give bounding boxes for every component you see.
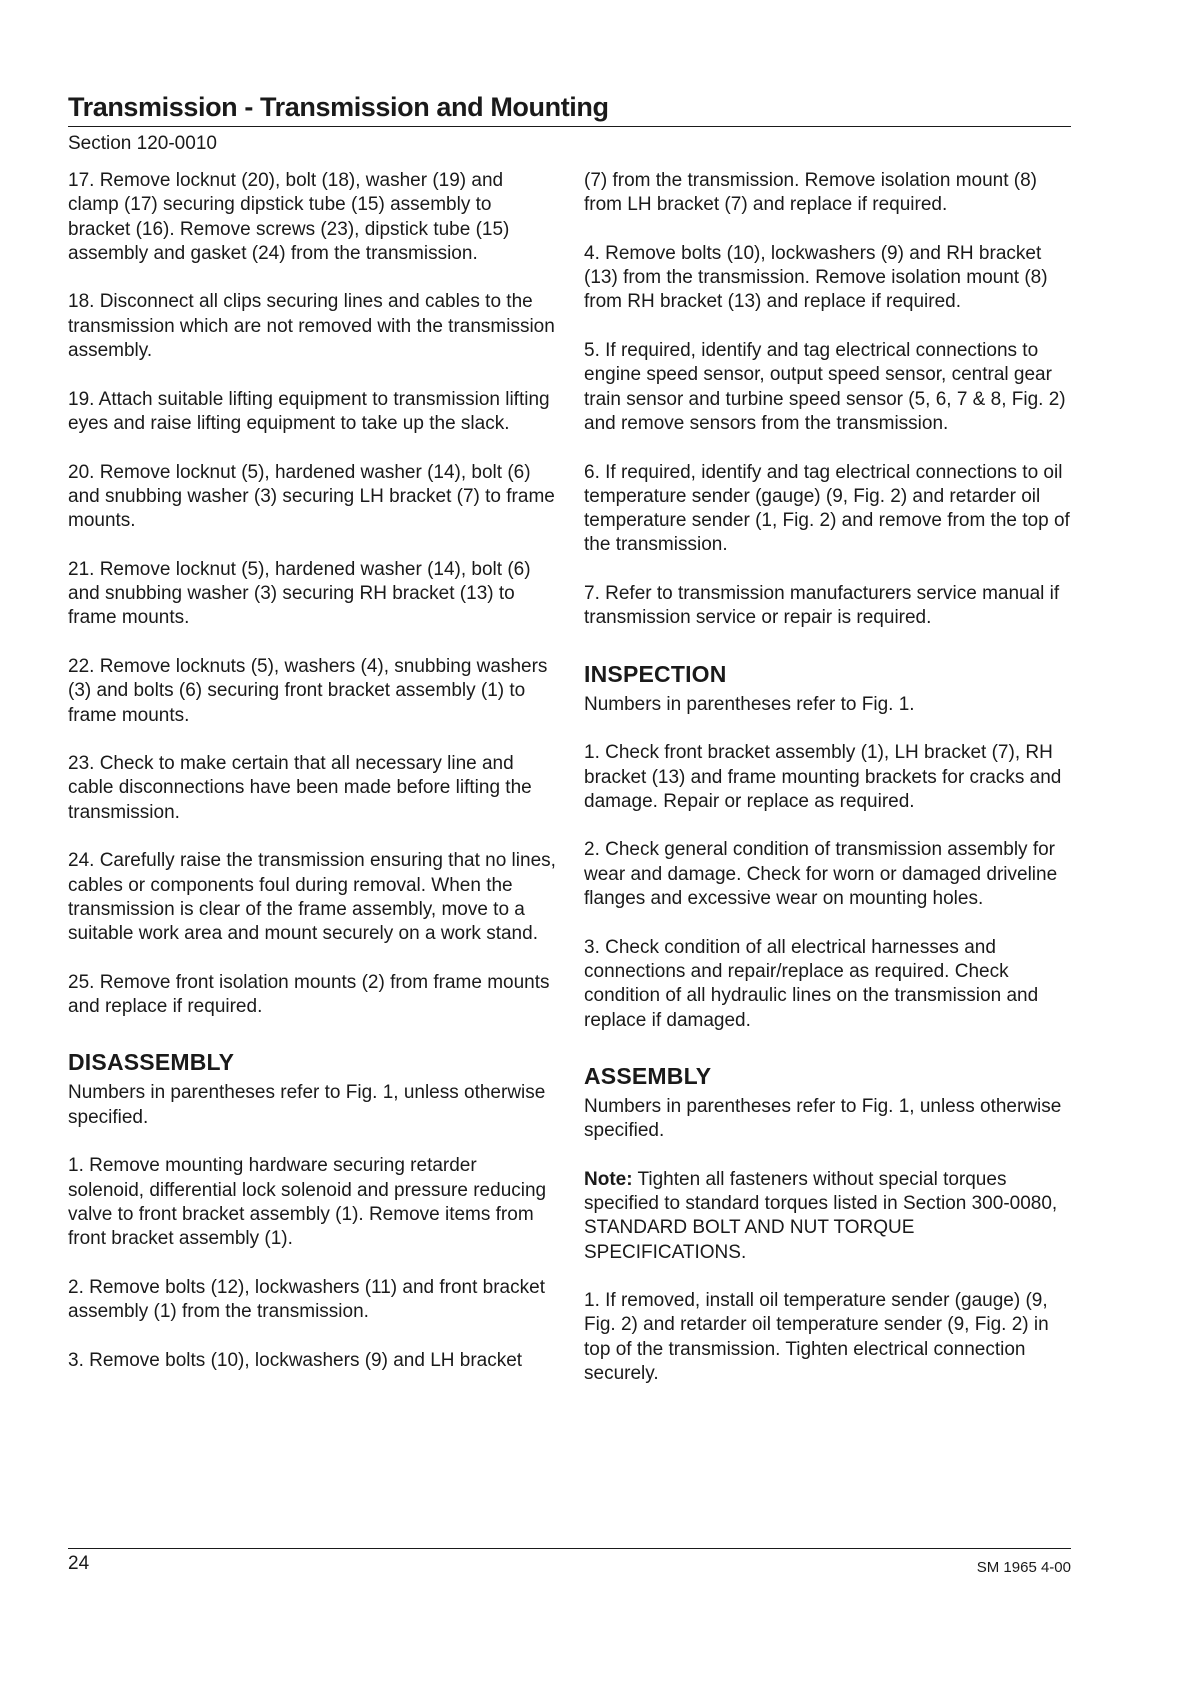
note-label: Note: [584, 1168, 633, 1190]
assembly-step-1: 1. If removed, install oil temperature sender (gauge) (9, Fig. 2) and retarder oil temperature sender (9, Fig. 2) in top of the transmission. Tighten electrical connection securely. [584, 1290, 1049, 1385]
disassembly-step-3: 3. Remove bolts (10), lockwashers (9) and LH bracket [68, 1349, 523, 1371]
section-number: Section 120-0010 [68, 133, 217, 154]
assembly-note [584, 1168, 1071, 1265]
document-code: SM 1965 4-00 [976, 1559, 1071, 1576]
disassembly-step-7: 7. Refer to transmission manufacturers service manual if transmission service or repair is required. [584, 583, 1060, 629]
inspection-step-2: 2. Check general condition of transmission assembly for wear and damage. Check for worn or damaged driveline flanges and excessive wear on mounting holes. [584, 839, 1058, 910]
step-25: 25. Remove front isolation mounts (2) from frame mounts and replace if required. [68, 971, 550, 1018]
step-22: 22. Remove locknuts (5), washers (4), snubbing washers (3) and bolts (6) securing front bracket assembly (1) to frame mounts. [68, 655, 548, 726]
right-column [584, 169, 1071, 1386]
disassembly-intro: Numbers in parentheses refer to Fig. 1, unless otherwise specified. [68, 1082, 546, 1128]
step-19: 19. Attach suitable lifting equipment to transmission lifting eyes and raise lifting equipment to take up the slack. [68, 388, 550, 434]
page-header [68, 90, 1071, 156]
disassembly-step-6: 6. If required, identify and tag electrical connections to oil temperature sender (gauge) (9, Fig. 2) and retarder oil temperature sender (1, Fig. 2) and remove from the top of the transmission. [584, 461, 1070, 556]
step-18: 18. Disconnect all clips securing lines and cables to the transmission which are not removed with the transmission assembly. [68, 291, 555, 362]
page-title: Transmission - Transmission and Mounting [68, 90, 1071, 127]
step-17: 17. Remove locknut (20), bolt (18), washer (19) and clamp (17) securing dipstick tube (15) assembly to bracket (16). Remove screws (23), dipstick tube (15) assembly and gasket (24) from the transmission. [68, 170, 510, 264]
step-23: 23. Check to make certain that all necessary line and cable disconnections have been made before lifting the transmission. [68, 753, 532, 823]
disassembly-step-5: 5. If required, identify and tag electrical connections to engine speed sensor, output speed sensor, central gear train sensor and turbine speed sensor (5, 6, 7 & 8, Fig. 2) and remove sensors from the transmission. [584, 340, 1066, 434]
inspection-heading: INSPECTION [584, 660, 727, 687]
disassembly-heading: DISASSEMBLY [68, 1049, 235, 1076]
disassembly-step-3-continued: (7) from the transmission. Remove isolation mount (8) from LH bracket (7) and replace if required. [584, 170, 1037, 216]
assembly-heading: ASSEMBLY [584, 1062, 712, 1089]
page-number: 24 [68, 1553, 90, 1574]
disassembly-step-1: 1. Remove mounting hardware securing retarder solenoid, differential lock solenoid and pressure reducing valve to front bracket assembly (1). Remove items from front bracket assembly (1). [68, 1155, 547, 1250]
step-21: 21. Remove locknut (5), hardened washer (14), bolt (6) and snubbing washer (3) securing RH bracket (13) to frame mounts. [68, 558, 531, 629]
page-footer [68, 1548, 1071, 1576]
inspection-step-1: 1. Check front bracket assembly (1), LH bracket (7), RH bracket (13) and frame mounting brackets for cracks and damage. Repair or replace as required. [584, 742, 1062, 812]
step-20: 20. Remove locknut (5), hardened washer (14), bolt (6) and snubbing washer (3) securing LH bracket (7) to frame mounts. [68, 461, 555, 532]
disassembly-step-2: 2. Remove bolts (12), lockwashers (11) and front bracket assembly (1) from the transmission. [68, 1276, 545, 1323]
assembly-intro: Numbers in parentheses refer to Fig. 1, unless otherwise specified. [584, 1095, 1062, 1142]
note-text: Tighten all fasteners without special torques specified to standard torques listed in Section 300-0080, STANDARD BOLT AND NUT TORQUE SPECIFICATIONS. [584, 1168, 1058, 1263]
inspection-intro: Numbers in parentheses refer to Fig. 1. [584, 693, 915, 715]
inspection-step-3: 3. Check condition of all electrical harnesses and connections and repair/replace as required. Check condition of all hydraulic lines on the transmission and replace if damaged. [584, 936, 1039, 1031]
left-column [68, 169, 558, 1373]
disassembly-step-4: 4. Remove bolts (10), lockwashers (9) and RH bracket (13) from the transmission. Remove isolation mount (8) from RH bracket (13) and replace if required. [584, 242, 1048, 313]
step-24: 24. Carefully raise the transmission ensuring that no lines, cables or components foul during removal. When the transmission is clear of the frame assembly, move to a suitable work area and mount securely on a work stand. [68, 850, 556, 945]
